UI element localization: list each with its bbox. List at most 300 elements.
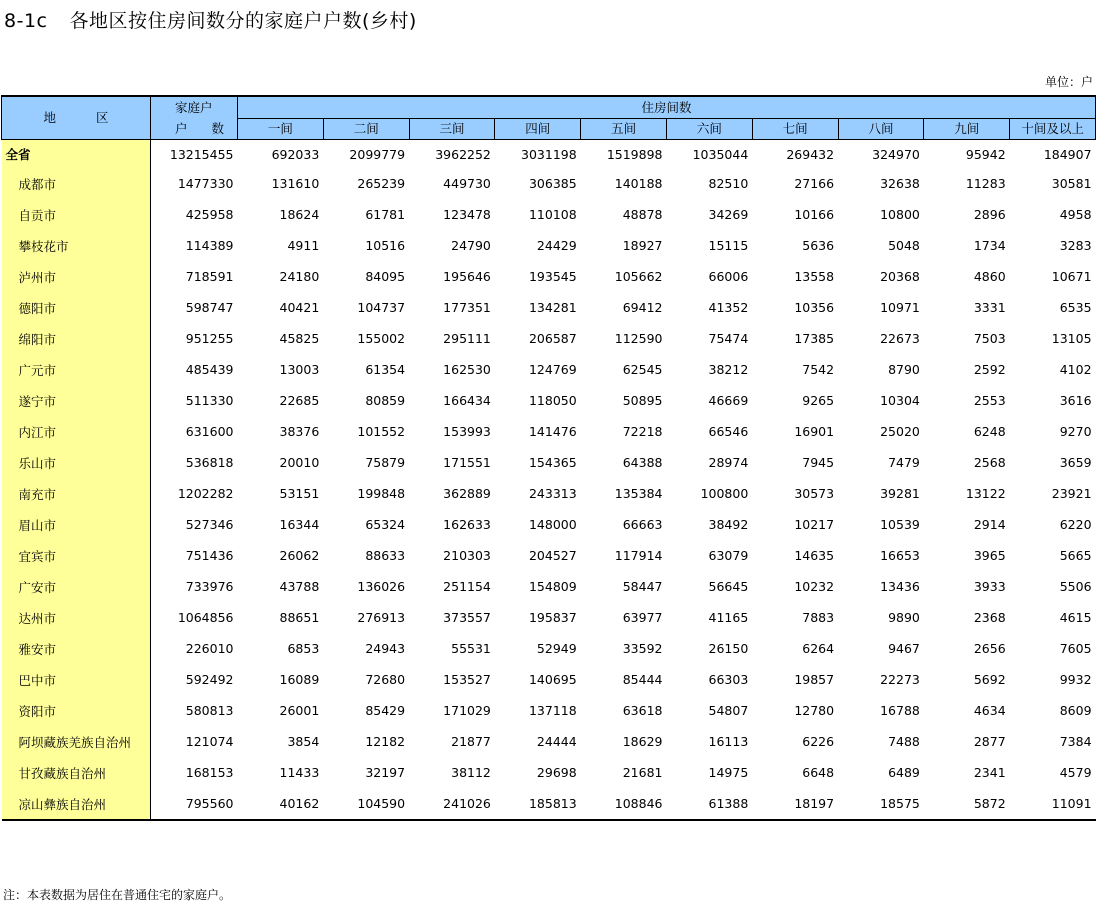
rooms-cell: 140695 <box>528 672 577 687</box>
header-room-6: 六间 <box>666 119 752 140</box>
households-cell: 751436 <box>151 540 238 571</box>
rooms-cell: 95942 <box>965 146 1006 162</box>
rooms-cell: 82510 <box>708 176 749 191</box>
rooms-cell: 19857 <box>794 672 835 687</box>
rooms-cell: 13122 <box>965 486 1006 501</box>
rooms-cell: 3616 <box>1059 393 1092 408</box>
table-row <box>2 323 1096 354</box>
households-cell: 485439 <box>151 354 238 385</box>
rooms-cell: 28974 <box>708 455 749 470</box>
rooms-cell: 38112 <box>451 765 491 780</box>
rooms-cell: 63079 <box>708 548 749 563</box>
households-cell: 13215455 <box>151 140 238 169</box>
rooms-cell: 6853 <box>287 641 320 656</box>
rooms-cell: 177351 <box>443 300 491 315</box>
rooms-cell: 20010 <box>279 455 320 470</box>
rooms-cell: 10217 <box>794 517 835 532</box>
rooms-cell: 362889 <box>443 486 491 501</box>
header-households-bottom: 户 数 <box>151 119 238 140</box>
rooms-cell: 131610 <box>271 176 320 191</box>
footnote: 注：本表数据为居住在普通住宅的家庭户。 <box>3 888 232 902</box>
rooms-cell: 13558 <box>794 269 835 284</box>
rooms-cell: 6220 <box>1059 517 1092 532</box>
rooms-cell: 9932 <box>1059 672 1092 687</box>
rooms-cell: 58447 <box>622 579 663 594</box>
rooms-cell: 55531 <box>451 641 491 656</box>
region-name: 绵阳市 <box>2 323 151 354</box>
rooms-cell: 2896 <box>973 207 1006 222</box>
region-name: 巴中市 <box>2 664 151 695</box>
rooms-cell: 373557 <box>443 610 491 625</box>
rooms-cell: 4958 <box>1059 207 1092 222</box>
rooms-cell: 22673 <box>880 331 920 346</box>
rooms-cell: 4860 <box>973 269 1006 284</box>
rooms-cell: 12780 <box>794 703 835 718</box>
rooms-cell: 18927 <box>622 238 663 253</box>
rooms-cell: 104737 <box>357 300 406 315</box>
rooms-cell: 72218 <box>622 424 663 439</box>
rooms-cell: 171029 <box>443 703 491 718</box>
rooms-cell: 63618 <box>622 703 663 718</box>
rooms-cell: 2368 <box>973 610 1006 625</box>
rooms-cell: 6535 <box>1059 300 1092 315</box>
rooms-cell: 18575 <box>838 788 924 820</box>
rooms-cell: 65324 <box>365 517 406 532</box>
rooms-cell: 13436 <box>880 579 920 594</box>
rooms-cell: 3283 <box>1059 238 1092 253</box>
rooms-cell: 241026 <box>409 788 495 820</box>
region-name: 达州市 <box>2 602 151 633</box>
rooms-cell: 2877 <box>973 734 1006 749</box>
rooms-cell: 16901 <box>794 424 835 439</box>
rooms-cell: 1035044 <box>692 146 749 162</box>
rooms-cell: 166434 <box>443 393 491 408</box>
rooms-cell: 141476 <box>528 424 577 439</box>
rooms-cell: 324970 <box>872 146 920 162</box>
rooms-cell: 3962252 <box>435 146 491 162</box>
region-name: 攀枝花市 <box>2 230 151 261</box>
table-row <box>2 354 1096 385</box>
region-name: 内江市 <box>2 416 151 447</box>
rooms-cell: 140188 <box>614 176 663 191</box>
rooms-cell: 3031198 <box>521 146 577 162</box>
rooms-cell: 2592 <box>973 362 1006 377</box>
unit-label: 单位：户 <box>1044 75 1093 89</box>
region-name: 泸州市 <box>2 261 151 292</box>
rooms-cell: 61354 <box>365 362 406 377</box>
rooms-cell: 38212 <box>708 362 749 377</box>
rooms-cell: 85429 <box>365 703 406 718</box>
rooms-cell: 8609 <box>1059 703 1092 718</box>
region-name: 宜宾市 <box>2 540 151 571</box>
rooms-cell: 10356 <box>794 300 835 315</box>
households-cell: 168153 <box>151 757 238 788</box>
table-row <box>2 602 1096 633</box>
table-row <box>2 757 1096 788</box>
rooms-cell: 39281 <box>880 486 920 501</box>
rooms-cell: 295111 <box>443 331 491 346</box>
rooms-cell: 3933 <box>973 579 1006 594</box>
region-name: 自贡市 <box>2 199 151 230</box>
region-name: 雅安市 <box>2 633 151 664</box>
rooms-cell: 265239 <box>357 176 406 191</box>
table-row <box>2 168 1096 199</box>
rooms-cell: 17385 <box>794 331 835 346</box>
rooms-cell: 153527 <box>443 672 491 687</box>
rooms-cell: 10800 <box>880 207 920 222</box>
table-row <box>2 261 1096 292</box>
rooms-cell: 18629 <box>622 734 663 749</box>
region-name: 遂宁市 <box>2 385 151 416</box>
rooms-cell: 210303 <box>443 548 491 563</box>
rooms-cell: 7503 <box>973 331 1006 346</box>
rooms-cell: 22685 <box>279 393 320 408</box>
table-row <box>2 447 1096 478</box>
rooms-cell: 185813 <box>495 788 581 820</box>
rooms-cell: 32197 <box>365 765 406 780</box>
table-row <box>2 695 1096 726</box>
rooms-cell: 22273 <box>880 672 920 687</box>
table-row <box>2 509 1096 540</box>
rooms-cell: 18197 <box>752 788 838 820</box>
rooms-cell: 153993 <box>443 424 491 439</box>
rooms-cell: 2341 <box>973 765 1006 780</box>
rooms-cell: 16113 <box>708 734 749 749</box>
rooms-cell: 11283 <box>965 176 1006 191</box>
households-cell: 795560 <box>151 788 238 820</box>
rooms-cell: 10166 <box>794 207 835 222</box>
rooms-cell: 84095 <box>365 269 406 284</box>
rooms-cell: 10304 <box>880 393 920 408</box>
data-table <box>1 95 1096 821</box>
rooms-cell: 136026 <box>357 579 406 594</box>
rooms-cell: 6648 <box>802 765 835 780</box>
rooms-cell: 110108 <box>528 207 577 222</box>
rooms-cell: 85444 <box>622 672 663 687</box>
rooms-cell: 7883 <box>802 610 835 625</box>
rooms-cell: 101552 <box>357 424 406 439</box>
rooms-cell: 50895 <box>622 393 663 408</box>
table-code: 8-1c <box>4 10 48 32</box>
rooms-cell: 193545 <box>528 269 577 284</box>
households-cell: 592492 <box>151 664 238 695</box>
rooms-cell: 11091 <box>1010 788 1096 820</box>
rooms-cell: 16653 <box>880 548 920 563</box>
rooms-cell: 52949 <box>536 641 577 656</box>
region-name: 甘孜藏族自治州 <box>2 757 151 788</box>
rooms-cell: 26001 <box>279 703 320 718</box>
rooms-cell: 38376 <box>279 424 320 439</box>
rooms-cell: 66006 <box>708 269 749 284</box>
rooms-cell: 33592 <box>622 641 663 656</box>
rooms-cell: 104590 <box>323 788 409 820</box>
rooms-cell: 105662 <box>614 269 663 284</box>
rooms-cell: 3965 <box>973 548 1006 563</box>
rooms-cell: 53151 <box>279 486 320 501</box>
page-title <box>4 6 417 33</box>
region-name: 德阳市 <box>2 292 151 323</box>
households-cell: 121074 <box>151 726 238 757</box>
rooms-cell: 7479 <box>888 455 920 470</box>
table-title: 各地区按住房间数分的家庭户户数(乡村) <box>69 10 417 32</box>
rooms-cell: 195646 <box>443 269 491 284</box>
rooms-cell: 18624 <box>279 207 320 222</box>
rooms-cell: 62545 <box>622 362 663 377</box>
table-row <box>2 540 1096 571</box>
rooms-cell: 6264 <box>802 641 835 656</box>
rooms-cell: 24429 <box>536 238 577 253</box>
rooms-cell: 54807 <box>708 703 749 718</box>
region-name: 眉山市 <box>2 509 151 540</box>
rooms-cell: 24444 <box>536 734 577 749</box>
rooms-cell: 171551 <box>443 455 491 470</box>
rooms-cell: 1734 <box>973 238 1006 253</box>
rooms-cell: 9467 <box>888 641 920 656</box>
rooms-cell: 23921 <box>1051 486 1092 501</box>
rooms-cell: 15115 <box>708 238 749 253</box>
rooms-cell: 88651 <box>279 610 320 625</box>
rooms-cell: 10971 <box>880 300 920 315</box>
households-cell: 733976 <box>151 571 238 602</box>
rooms-cell: 26150 <box>708 641 749 656</box>
rooms-cell: 1519898 <box>606 146 663 162</box>
rooms-cell: 29698 <box>536 765 577 780</box>
rooms-cell: 8790 <box>888 362 920 377</box>
households-cell: 598747 <box>151 292 238 323</box>
rooms-cell: 4102 <box>1059 362 1092 377</box>
rooms-cell: 117914 <box>614 548 663 563</box>
table-row <box>2 140 1096 169</box>
rooms-cell: 24943 <box>365 641 406 656</box>
rooms-cell: 88633 <box>365 548 406 563</box>
rooms-cell: 16788 <box>880 703 920 718</box>
rooms-cell: 137118 <box>528 703 577 718</box>
rooms-cell: 5665 <box>1059 548 1092 563</box>
rooms-cell: 3659 <box>1059 455 1092 470</box>
rooms-cell: 9270 <box>1059 424 1092 439</box>
rooms-cell: 4615 <box>1059 610 1092 625</box>
rooms-cell: 16344 <box>279 517 320 532</box>
rooms-cell: 16089 <box>279 672 320 687</box>
rooms-cell: 276913 <box>357 610 406 625</box>
rooms-cell: 243313 <box>528 486 577 501</box>
rooms-cell: 43788 <box>279 579 320 594</box>
rooms-cell: 2553 <box>973 393 1006 408</box>
rooms-cell: 2914 <box>973 517 1006 532</box>
header-rooms-group: 住房间数 <box>238 96 1096 119</box>
region-name: 资阳市 <box>2 695 151 726</box>
rooms-cell: 9890 <box>888 610 920 625</box>
rooms-cell: 24790 <box>451 238 491 253</box>
region-name: 乐山市 <box>2 447 151 478</box>
rooms-cell: 7605 <box>1059 641 1092 656</box>
header-room-7: 七间 <box>752 119 838 140</box>
rooms-cell: 14635 <box>794 548 835 563</box>
rooms-cell: 4634 <box>973 703 1006 718</box>
rooms-cell: 11433 <box>279 765 320 780</box>
rooms-cell: 40162 <box>238 788 324 820</box>
header-room-5: 五间 <box>581 119 667 140</box>
header-room-8: 八间 <box>838 119 924 140</box>
rooms-cell: 162530 <box>443 362 491 377</box>
rooms-cell: 148000 <box>528 517 577 532</box>
table-header <box>2 96 1096 140</box>
rooms-cell: 124769 <box>528 362 577 377</box>
rooms-cell: 269432 <box>786 146 835 162</box>
rooms-cell: 2099779 <box>349 146 406 162</box>
region-name: 广安市 <box>2 571 151 602</box>
rooms-cell: 4579 <box>1059 765 1092 780</box>
rooms-cell: 12182 <box>365 734 406 749</box>
header-households-top: 家庭户 <box>151 96 238 119</box>
rooms-cell: 38492 <box>708 517 749 532</box>
header-room-4: 四间 <box>495 119 581 140</box>
rooms-cell: 10671 <box>1051 269 1092 284</box>
rooms-cell: 30573 <box>794 486 835 501</box>
rooms-cell: 13003 <box>279 362 320 377</box>
households-cell: 951255 <box>151 323 238 354</box>
rooms-cell: 20368 <box>880 269 920 284</box>
households-cell: 631600 <box>151 416 238 447</box>
rooms-cell: 251154 <box>443 579 491 594</box>
rooms-cell: 100800 <box>700 486 749 501</box>
region-name: 成都市 <box>2 168 151 199</box>
households-cell: 527346 <box>151 509 238 540</box>
header-room-2: 二间 <box>323 119 409 140</box>
table-row <box>2 478 1096 509</box>
table-row <box>2 199 1096 230</box>
table-row <box>2 292 1096 323</box>
rooms-cell: 69412 <box>622 300 663 315</box>
header-room-9: 九间 <box>924 119 1010 140</box>
rooms-cell: 184907 <box>1043 146 1092 162</box>
rooms-cell: 3854 <box>287 734 320 749</box>
rooms-cell: 21681 <box>622 765 663 780</box>
rooms-cell: 72680 <box>365 672 406 687</box>
rooms-cell: 75474 <box>708 331 749 346</box>
rooms-cell: 5636 <box>802 238 835 253</box>
table-row <box>2 726 1096 757</box>
rooms-cell: 30581 <box>1051 176 1092 191</box>
households-cell: 511330 <box>151 385 238 416</box>
rooms-cell: 40421 <box>279 300 320 315</box>
rooms-cell: 449730 <box>443 176 491 191</box>
rooms-cell: 24180 <box>279 269 320 284</box>
table-body <box>2 140 1096 821</box>
rooms-cell: 61388 <box>666 788 752 820</box>
rooms-cell: 162633 <box>443 517 491 532</box>
rooms-cell: 2568 <box>973 455 1006 470</box>
rooms-cell: 195837 <box>528 610 577 625</box>
header-room-3: 三间 <box>409 119 495 140</box>
rooms-cell: 48878 <box>622 207 663 222</box>
header-region: 地 区 <box>2 96 151 140</box>
rooms-cell: 32638 <box>880 176 920 191</box>
rooms-cell: 5872 <box>924 788 1010 820</box>
households-cell: 226010 <box>151 633 238 664</box>
rooms-cell: 9265 <box>802 393 835 408</box>
households-cell: 114389 <box>151 230 238 261</box>
rooms-cell: 21877 <box>451 734 491 749</box>
rooms-cell: 692033 <box>271 146 320 162</box>
rooms-cell: 75879 <box>365 455 406 470</box>
rooms-cell: 5048 <box>888 238 920 253</box>
table-row <box>2 230 1096 261</box>
rooms-cell: 112590 <box>614 331 663 346</box>
households-cell: 1064856 <box>151 602 238 633</box>
region-name: 阿坝藏族羌族自治州 <box>2 726 151 757</box>
region-name: 广元市 <box>2 354 151 385</box>
rooms-cell: 199848 <box>357 486 406 501</box>
rooms-cell: 41352 <box>708 300 749 315</box>
rooms-cell: 66546 <box>708 424 749 439</box>
rooms-cell: 80859 <box>365 393 406 408</box>
rooms-cell: 46669 <box>708 393 749 408</box>
rooms-cell: 56645 <box>708 579 749 594</box>
rooms-cell: 61781 <box>365 207 406 222</box>
rooms-cell: 63977 <box>622 610 663 625</box>
rooms-cell: 306385 <box>528 176 577 191</box>
households-cell: 1202282 <box>151 478 238 509</box>
region-name: 全省 <box>2 140 151 169</box>
rooms-cell: 66303 <box>708 672 749 687</box>
table-row <box>2 571 1096 602</box>
table-row <box>2 664 1096 695</box>
rooms-cell: 7542 <box>802 362 835 377</box>
households-cell: 580813 <box>151 695 238 726</box>
rooms-cell: 64388 <box>622 455 663 470</box>
rooms-cell: 13105 <box>1051 331 1092 346</box>
households-cell: 425958 <box>151 199 238 230</box>
rooms-cell: 34269 <box>708 207 749 222</box>
rooms-cell: 155002 <box>357 331 406 346</box>
rooms-cell: 66663 <box>622 517 663 532</box>
rooms-cell: 25020 <box>880 424 920 439</box>
header-room-1: 一间 <box>238 119 324 140</box>
households-cell: 718591 <box>151 261 238 292</box>
region-name: 南充市 <box>2 478 151 509</box>
table-row <box>2 385 1096 416</box>
rooms-cell: 6248 <box>973 424 1006 439</box>
rooms-cell: 5692 <box>973 672 1006 687</box>
rooms-cell: 6226 <box>802 734 835 749</box>
rooms-cell: 10539 <box>880 517 920 532</box>
rooms-cell: 10516 <box>365 238 406 253</box>
rooms-cell: 7945 <box>802 455 835 470</box>
header-room-10: 十间及以上 <box>1010 119 1096 140</box>
rooms-cell: 6489 <box>888 765 920 780</box>
region-name: 凉山彝族自治州 <box>2 788 151 820</box>
table-row <box>2 416 1096 447</box>
rooms-cell: 204527 <box>528 548 577 563</box>
rooms-cell: 135384 <box>614 486 663 501</box>
rooms-cell: 45825 <box>279 331 320 346</box>
rooms-cell: 5506 <box>1059 579 1092 594</box>
rooms-cell: 27166 <box>794 176 835 191</box>
table-row <box>2 633 1096 664</box>
rooms-cell: 10232 <box>794 579 835 594</box>
households-cell: 536818 <box>151 447 238 478</box>
rooms-cell: 3331 <box>973 300 1006 315</box>
rooms-cell: 134281 <box>528 300 577 315</box>
rooms-cell: 14975 <box>708 765 749 780</box>
rooms-cell: 123478 <box>443 207 491 222</box>
rooms-cell: 7488 <box>888 734 920 749</box>
rooms-cell: 118050 <box>528 393 577 408</box>
rooms-cell: 154809 <box>528 579 577 594</box>
table-row <box>2 788 1096 820</box>
rooms-cell: 154365 <box>528 455 577 470</box>
